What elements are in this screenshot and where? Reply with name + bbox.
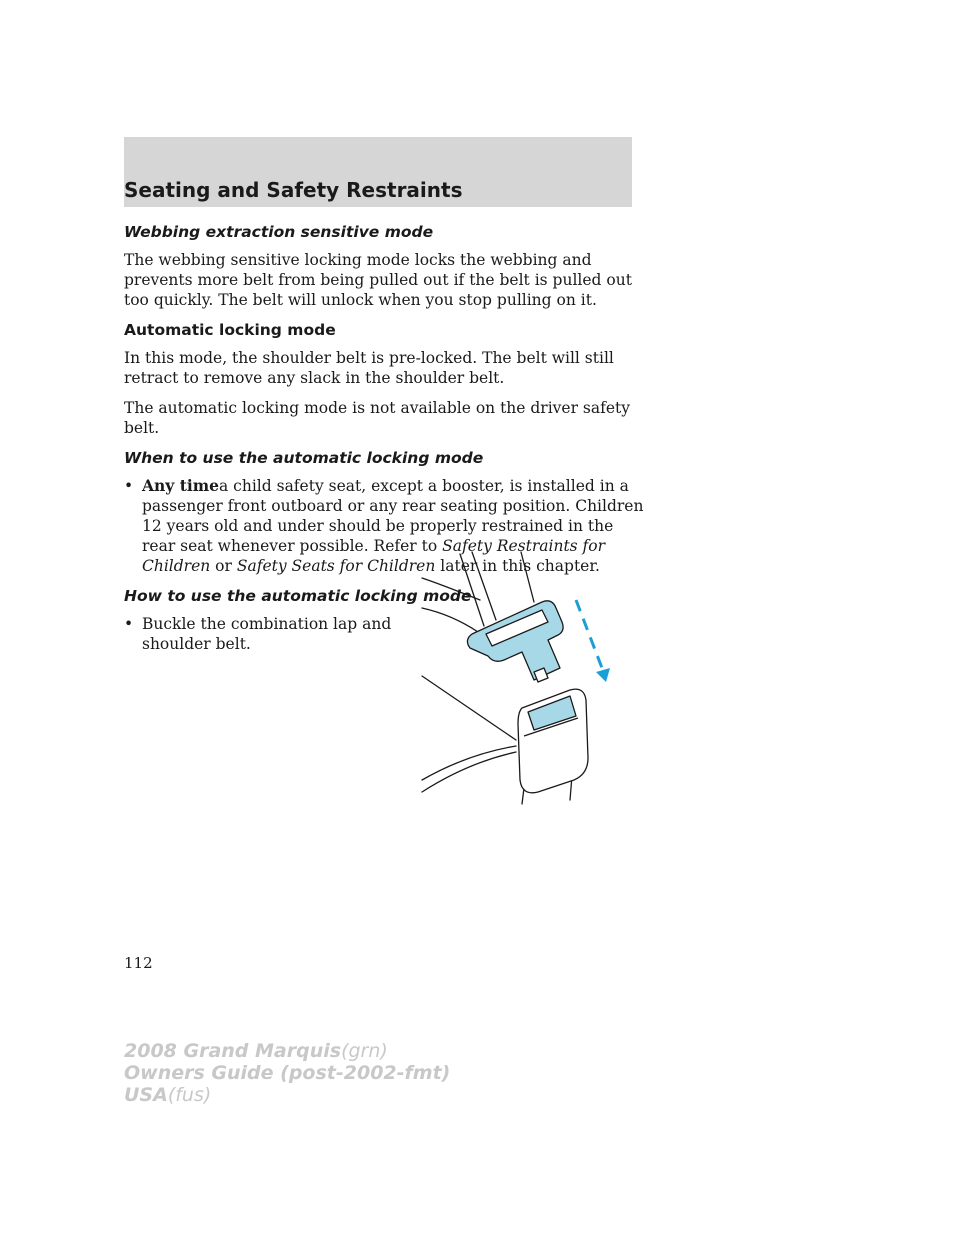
latch-plate — [467, 601, 563, 682]
heading-webbing-mode: Webbing extraction sensitive mode — [124, 223, 434, 241]
footer-market-code: (fus) — [167, 1084, 212, 1106]
list-item-buckle — [124, 614, 412, 654]
footer-model-code: (grn) — [341, 1040, 388, 1062]
seat-belt-buckle-icon — [420, 548, 620, 810]
bullet-text-buckle: Buckle the combination lap and shoulder belt. — [142, 615, 392, 653]
footer-line-1 — [124, 1040, 450, 1062]
buckle-receiver — [518, 689, 588, 793]
bullet-tail: later in this chapter. — [435, 557, 600, 575]
footer-guide: Owners Guide (post-2002-fmt) — [124, 1062, 451, 1084]
heading-when-to-use: When to use the automatic locking mode — [124, 449, 484, 467]
paragraph-automatic-locking-2: The automatic locking mode is not available on the driver safety belt. — [124, 399, 631, 437]
footer-market: USA — [124, 1084, 168, 1106]
paragraph-webbing-mode: The webbing sensitive locking mode locks the webbing and prevents more belt from being pulled out if the belt is pulled out too quickly. The belt will unlock when you stop pulling on it. — [124, 251, 632, 309]
heading-how-to-use: How to use the automatic locking mode — [124, 587, 472, 605]
footer-line-2 — [124, 1062, 450, 1084]
bullet-dot: • — [124, 615, 134, 633]
page-number: 112 — [124, 954, 153, 972]
bullet-or: or — [210, 557, 237, 575]
page-title: Seating and Safety Restraints — [124, 178, 463, 202]
bullet-text: a child safety seat, except a booster, is installed in a passenger front outboard or any rear seating position. Children 12 years old and under should be properly restrained in the rear seat whenever possible. Refer to — [142, 477, 644, 555]
reference-safety-restraints-for-children: Safety Restraints for Children — [142, 537, 606, 575]
heading-automatic-locking-mode: Automatic locking mode — [124, 321, 336, 339]
paragraph-automatic-locking-1: In this mode, the shoulder belt is pre-locked. The belt will still retract to remove any slack in the shoulder belt. — [124, 349, 614, 387]
footer-line-3 — [124, 1084, 450, 1106]
bullet-dot: • — [124, 477, 134, 495]
reference-safety-seats-for-children: Safety Seats for Children — [236, 557, 436, 575]
bullet-lead: Any time — [142, 476, 220, 495]
direction-arrow — [576, 600, 610, 682]
footer-model: 2008 Grand Marquis — [124, 1040, 342, 1062]
footer — [124, 1040, 450, 1106]
